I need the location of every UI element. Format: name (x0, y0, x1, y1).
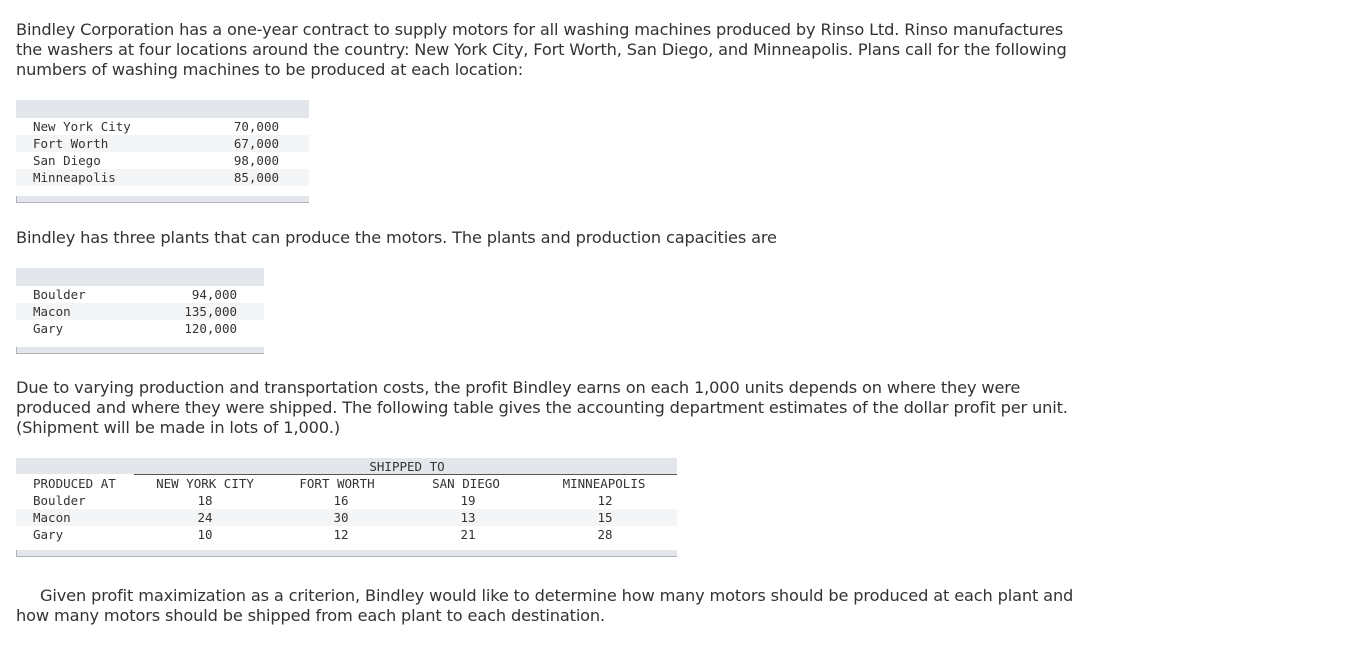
table-footer-band (16, 196, 309, 203)
profit-cell: 16 (333, 493, 349, 508)
table-row (16, 526, 677, 543)
table-row (16, 152, 309, 169)
plant-cell: Gary (33, 527, 64, 542)
units-cell: 67,000 (233, 136, 279, 151)
plant-cell: Boulder (33, 287, 86, 302)
profit-cell: 30 (333, 510, 349, 525)
plants-paragraph: Bindley has three plants that can produce the motors. The plants and production capacities are (16, 228, 777, 247)
capacity-cell: 135,000 (184, 304, 237, 319)
location-cell: Minneapolis (33, 170, 116, 185)
plant-cell: Macon (33, 510, 71, 525)
column-header: FORT WORTH (299, 476, 375, 491)
column-header: SAN DIEGO (432, 476, 500, 491)
profit-cell: 10 (197, 527, 213, 542)
table-header-band (16, 100, 309, 118)
plant-cell: Boulder (33, 493, 86, 508)
table-row (16, 135, 309, 152)
table-row (16, 320, 264, 337)
table-row (16, 118, 309, 135)
table-header-band (16, 268, 264, 286)
units-cell: 70,000 (233, 119, 279, 134)
table-footer-band (16, 550, 677, 557)
profit-table (16, 458, 677, 558)
profit-cell: 28 (597, 527, 613, 542)
table-row (16, 509, 677, 526)
plant-cell: Macon (33, 304, 71, 319)
profit-paragraph: Due to varying production and transportation costs, the profit Bindley earns on each 1,000 units depends on where they were produced and where they were shipped. The following table gives the accounting department estimates of the dollar profit per unit. (Shipment will be made in lots of 1,000.) (16, 378, 1068, 437)
capacity-cell: 120,000 (184, 321, 237, 336)
profit-cell: 12 (333, 527, 349, 542)
units-cell: 98,000 (233, 153, 279, 168)
profit-cell: 24 (197, 510, 213, 525)
profit-cell: 21 (460, 527, 476, 542)
produced-at-header: PRODUCED AT (33, 476, 116, 491)
table-row (16, 286, 264, 303)
profit-cell: 13 (460, 510, 476, 525)
profit-cell: 15 (597, 510, 613, 525)
capacity-cell: 94,000 (191, 287, 237, 302)
table-row (16, 492, 677, 509)
table-row (16, 169, 309, 186)
profit-cell: 18 (197, 493, 213, 508)
column-header: MINNEAPOLIS (562, 476, 646, 491)
table-row (16, 303, 264, 320)
units-cell: 85,000 (233, 170, 279, 185)
production-table (16, 100, 309, 203)
column-header-row (16, 475, 677, 492)
closing-paragraph: Given profit maximization as a criterion, Bindley would like to determine how many motors should be produced at each plant and how many motors should be shipped from each plant to each destination. (16, 586, 1074, 625)
column-header: NEW YORK CITY (156, 476, 254, 491)
location-cell: New York City (33, 119, 131, 134)
location-cell: Fort Worth (33, 136, 109, 151)
plant-cell: Gary (33, 321, 64, 336)
table-header-band (16, 458, 677, 474)
profit-cell: 12 (597, 493, 613, 508)
location-cell: San Diego (33, 153, 101, 168)
capacity-table (16, 268, 264, 354)
shipped-to-header: SHIPPED TO (369, 459, 445, 474)
profit-cell: 19 (460, 493, 476, 508)
intro-paragraph: Bindley Corporation has a one-year contract to supply motors for all washing machines produced by Rinso Ltd. Rinso manufactures the washers at four locations around the country: New York City, Fort Worth, San Diego, and Minneapolis. Plans call for the following numbers of washing machines to be produced at each location: (16, 20, 1067, 79)
table-footer-band (16, 347, 264, 354)
